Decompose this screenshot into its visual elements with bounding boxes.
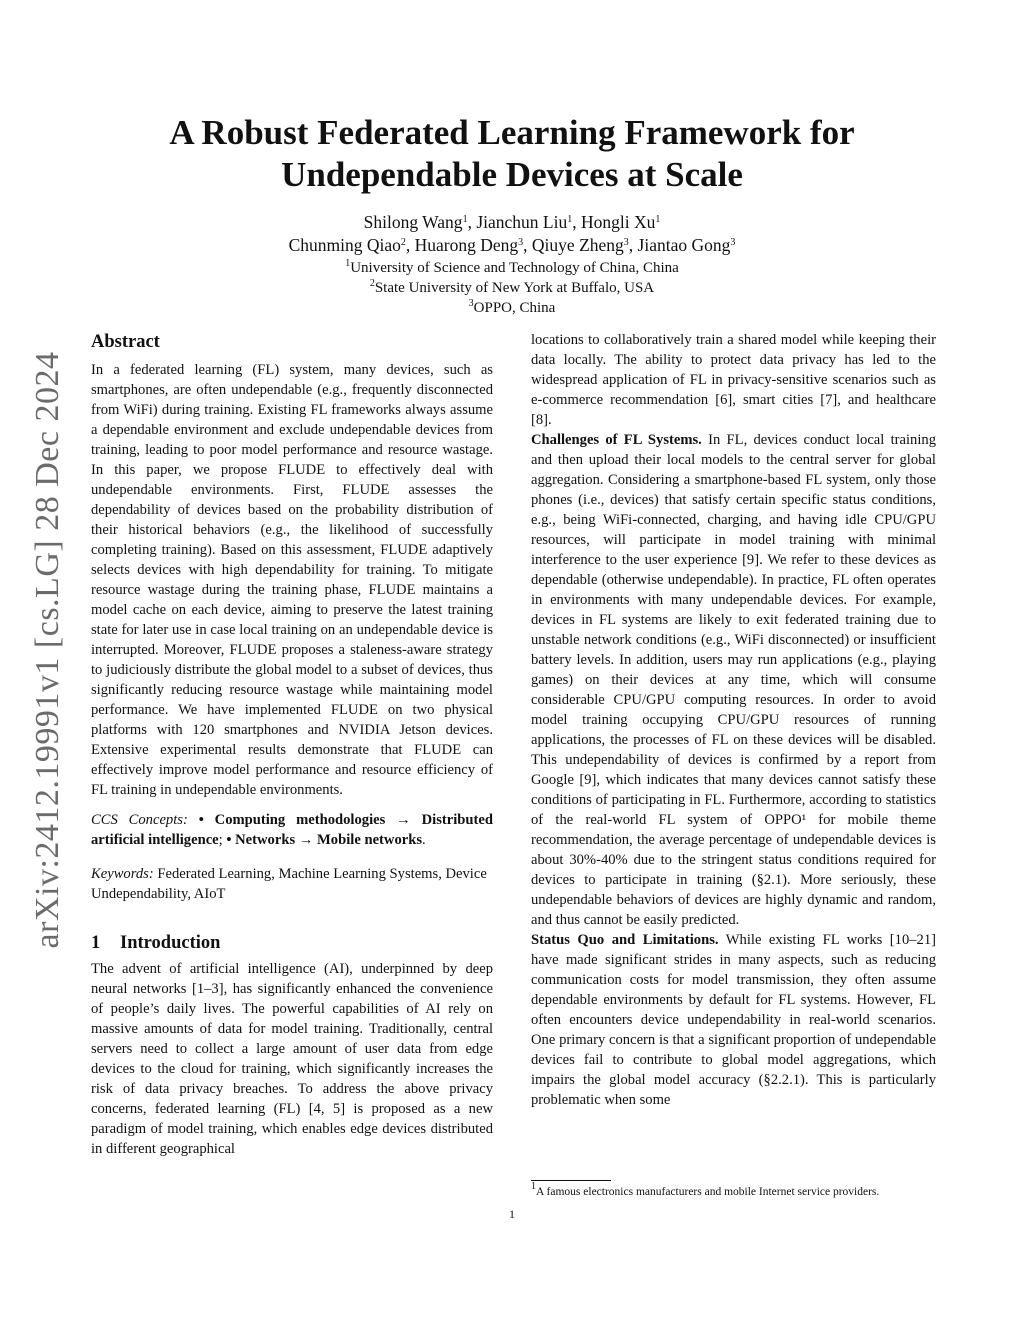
arxiv-identifier: arXiv:2412.19991v1 [cs.LG] 28 Dec 2024 <box>29 351 66 949</box>
status-quo-paragraph <box>531 930 936 1110</box>
status-quo-run-in-heading: Status Quo and Limitations. <box>531 932 719 948</box>
keywords <box>91 864 493 904</box>
authors-line-1 <box>150 211 874 234</box>
page-number: 1 <box>509 1207 515 1221</box>
affiliation-text: State University of New York at Buffalo, USA <box>374 280 655 296</box>
challenges-run-in-heading: Challenges of FL Systems. <box>531 432 702 448</box>
affiliation <box>150 258 874 278</box>
ccs-end: . <box>422 832 426 848</box>
footnote <box>531 1181 951 1200</box>
section-number: 1 <box>91 933 101 953</box>
footnote-rule <box>531 1180 611 1181</box>
abstract-text: In a federated learning (FL) system, many devices, such as smartphones, are often undependable (e.g., frequently disconnected from WiFi) during training. Existing FL frameworks always assume a dependable environment and exclude undependable devices from training, leading to poor model performance and resource wastage. In this paper, we propose FLUDE to effectively deal with undependable environments. First, FLUDE assesses the dependability of devices based on the probability distribution of their historical behaviors (e.g., the likelihood of successfully completing training). Based on this assessment, FLUDE adaptively selects devices with high dependability for training. To mitigate resource wastage during the training phase, FLUDE maintains a model cache on each device, aiming to preserve the latest training state for later use in case local training on an undependable device is interrupted. Moreover, FLUDE proposes a staleness-aware strategy to judiciously distribute the global model to a subset of devices, thus significantly reducing resource wastage while maintaining model performance. We have implemented FLUDE on two physical platforms with 120 smartphones and NVIDIA Jetson devices. Extensive experimental results demonstrate that FLUDE can effectively improve model performance and resource efficiency of FL training in undependable environments. <box>91 362 493 798</box>
author-separator: , <box>572 212 581 232</box>
author-list <box>150 211 874 257</box>
author-name: Jianchun Liu <box>476 212 568 232</box>
ccs-separator: ; <box>218 832 223 848</box>
challenges-text: In FL, devices conduct local training and then upload their local models to the central server for global aggregation. Considering a smartphone-based FL system, only those phones (i.e., devices) that satisfy certain specific status conditions, e.g., being WiFi-connected, charging, and having idle CPU/GPU resources, will participate in model training with minimal interference to the user experience [9]. We refer to these devices as dependable (otherwise undependable). In practice, FL often operates in environments with many undependable devices. For example, devices in FL systems are likely to exit federated training due to unstable network conditions (e.g., WiFi disconnected) or insufficient battery levels. In addition, users may run applications (e.g., playing games) on their devices at any time, which will consume considerable CPU/GPU computing resources. In order to avoid model training occupying CPU/GPU resources of running applications, the processes of FL on these devices will be disabled. This undependability of devices is confirmed by a report from Google [9], which indicates that many devices cannot satisfy these conditions of participating in FL. Furthermore, according to statistics of the real-world FL system of OPPO¹ for mobile theme recommendation, the average percentage of undependable devices is about 30%-40% due to the stringent status conditions required for devices to participate in training (§2.1). More seriously, these undependable behaviors of devices are highly dynamic and random, and thus cannot be easily predicted. <box>531 432 936 928</box>
author-name: Huarong Deng <box>414 235 519 255</box>
keywords-label: Keywords: <box>91 866 154 882</box>
author-name: Shilong Wang <box>363 212 463 232</box>
affiliation-list <box>150 258 874 318</box>
keywords-text: Federated Learning, Machine Learning Systems, Device Undependability, AIoT <box>91 866 487 902</box>
ccs-label: CCS Concepts: <box>91 812 188 828</box>
arxiv-sidebar-stamp <box>8 350 88 950</box>
introduction-heading <box>91 931 493 955</box>
author-separator: , <box>628 235 638 255</box>
author-separator: , <box>405 235 415 255</box>
footnote-mark: 1 <box>531 1181 536 1192</box>
left-column <box>91 330 493 1159</box>
ccs-concept-1: Distributed artificial intelligence <box>91 812 493 848</box>
abstract-heading: Abstract <box>91 332 160 352</box>
ccs-category-2: • Networks <box>226 832 296 848</box>
affiliation-mark: 3 <box>468 298 474 309</box>
author-name: Chunming Qiao <box>288 235 401 255</box>
author-separator: , <box>467 212 477 232</box>
introduction-text: The advent of artificial intelligence (AI), underpinned by deep neural networks [1–3], has significantly enhanced the convenience of people’s daily lives. The powerful capabilities of AI rely on massive amounts of data for model training. Traditionally, central servers need to collect a large amount of user data from edge devices to the cloud for training, which significantly increases the risk of data privacy breaches. To address the above privacy concerns, federated learning (FL) [4, 5] is proposed as a new paradigm of model training, which enables edge devices distributed in different geographical <box>91 961 493 1157</box>
paper-title <box>120 112 904 196</box>
author-name: Hongli Xu <box>580 212 656 232</box>
ccs-concept-2: Mobile networks <box>317 832 423 848</box>
author-affil-mark: 3 <box>730 237 736 248</box>
ccs-concepts <box>91 810 493 850</box>
section-title: Introduction <box>120 933 221 953</box>
author-affil-mark: 1 <box>462 214 468 225</box>
title-line-2: Undependable Devices at Scale <box>281 155 743 194</box>
challenges-paragraph <box>531 430 936 930</box>
affiliation <box>150 278 874 298</box>
ccs-category-1: • Computing methodologies <box>198 812 386 828</box>
ccs-arrow: → <box>298 832 314 848</box>
author-separator: , <box>523 235 532 255</box>
authors-line-2 <box>150 234 874 257</box>
author-name: Qiuye Zheng <box>531 235 624 255</box>
affiliation <box>150 298 874 318</box>
author-affil-mark: 2 <box>400 237 406 248</box>
footnote-text: A famous electronics manufacturers and mobile Internet service providers. <box>536 1186 880 1198</box>
author-affil-mark: 1 <box>567 214 573 225</box>
author-name: Jiantao Gong <box>637 235 731 255</box>
affiliation-text: OPPO, China <box>473 300 556 316</box>
title-line-1: A Robust Federated Learning Framework for <box>169 113 855 152</box>
affiliation-mark: 2 <box>369 278 375 289</box>
author-affil-mark: 3 <box>623 237 629 248</box>
status-quo-text: While existing FL works [10–21] have made significant strides in many aspects, such as reducing communication costs for model transmission, they often assume dependable environments by default for FL systems. However, FL often encounters device undependability in real-world scenarios. One primary concern is that a significant proportion of undependable devices fail to contribute to global model aggregations, which impairs the global model accuracy (§2.2.1). This is particularly problematic when some <box>531 932 936 1108</box>
affiliation-text: University of Science and Technology of China, China <box>350 260 679 276</box>
ccs-arrow: → <box>396 812 411 828</box>
author-affil-mark: 3 <box>518 237 524 248</box>
intro-continued-paragraph: locations to collaboratively train a shared model while keeping their data locally. The ability to protect data privacy has led to the widespread application of FL in privacy-sensitive scenarios such as e-commerce recommendation [6], smart cities [7], and healthcare [8]. <box>531 332 936 428</box>
author-affil-mark: 1 <box>655 214 661 225</box>
affiliation-mark: 1 <box>345 258 351 269</box>
right-column <box>531 330 936 1110</box>
